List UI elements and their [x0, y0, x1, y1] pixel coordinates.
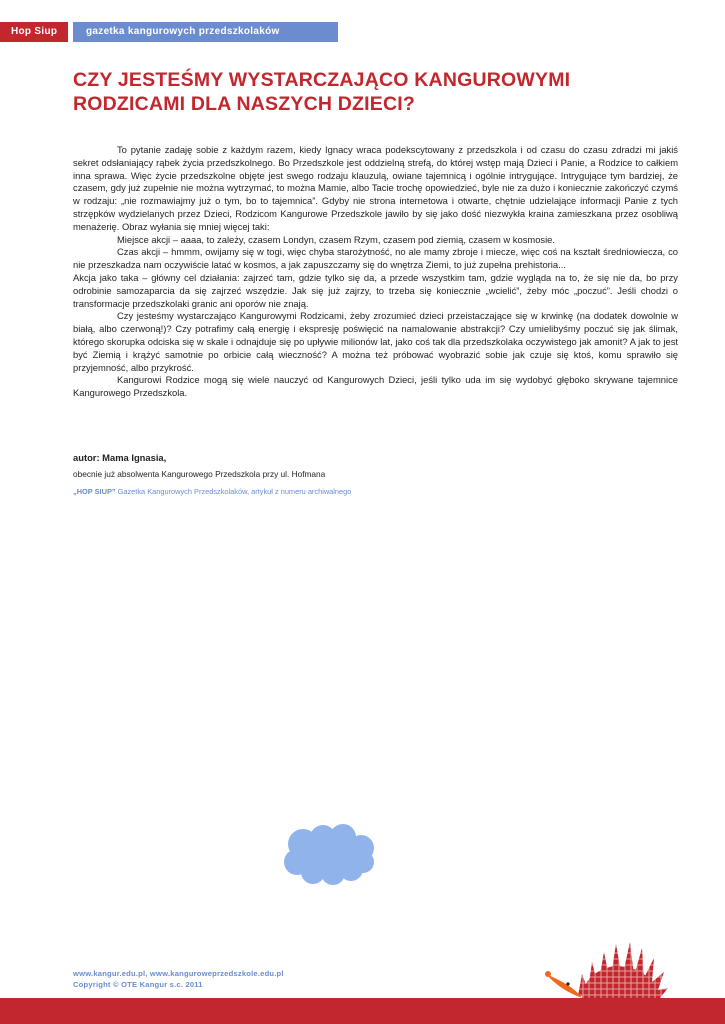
article-paragraph: Akcja jako taka – główny cel działania: zajrzeć tam, gdzie tylko się da, a przede wszystkim tam, gdzie wygląda na to, że się nie da, bo przy odrobinie samozaparcia da się zajrzeć wszędzie. Jak się już zajrzy, to trzeba się koniecznie „wcielić”, żeby móc „poczuć”. Jeśli chodzi o transformacje przedszkolaki granic ani oporów nie znają. [73, 271, 678, 309]
article-paragraph: Kangurowi Rodzice mogą się wiele nauczyć od Kangurowych Dzieci, jeśli tylko uda im się wydobyć głęboko skrywane tajemnice Kangurowego Przedszkola. [73, 374, 678, 399]
author-note: obecnie już absolwenta Kangurowego Przedszkola przy ul. Hofmana [73, 469, 326, 479]
article-paragraph: Czy jesteśmy wystarczająco Kangurowymi Rodzicami, żeby zrozumieć dzieci przeistaczające się w krwinkę (na dodatek dowolnie w białą, albo czerwoną!)? Czy potrafimy całą energię i ekspresję poświęcić na namalowanie abstrakcji? Czy umielibyśmy poczuć się jak ślimak, którego skorupka odciska się w skale i odnajduje się po upływie milionów lat, jako coś tak dla przedszkolaka oczywistego jak amonit? A jak to jest być Ziemią i krążyć samotnie po orbicie całą wieczność? A można też próbować wyobrazić sobie jak czuje się ktoś, komu sprawiło się przyjemność, albo przykrość. [73, 310, 678, 373]
article-paragraph: Czas akcji – hmmm, owijamy się w togi, więc chyba starożytność, no ale mamy zbroje i miecze, więc coś na kształt średniowiecza, co nie przeszkadza nam oczywiście latać w kosmos, a jak zapuszczamy się do wnętrza Ziemi, to już zupełna prehistoria... [73, 246, 678, 271]
article-paragraph: Miejsce akcji – aaaa, to zależy, czasem Londyn, czasem Rzym, czasem pod ziemią, czasem w kosmosie. [117, 233, 556, 245]
article-body [73, 144, 678, 400]
footer-copyright: Copyright © OTE Kangur s.c. 2011 [73, 980, 203, 989]
hedgehog-icon [538, 938, 670, 1000]
footer [73, 968, 284, 990]
header-subtitle: gazetka kangurowych przedszkolaków [73, 22, 338, 42]
header-brand: Hop Siup [0, 22, 68, 42]
article-title: CZY JESTEŚMY WYSTARCZAJĄCO KANGUROWYMI RODZICAMI DLA NASZYCH DZIECI? [73, 69, 571, 115]
cloud-icon [283, 824, 377, 886]
source-name: „HOP SIUP” [73, 487, 116, 496]
source-note [73, 487, 351, 496]
author-label: autor: Mama Ignasia, [73, 452, 167, 463]
article-paragraph: To pytanie zadaję sobie z każdym razem, kiedy Ignacy wraca podekscytowany z przedszkola i od czasu do czasu zdradzi mi jakiś sekret odsłaniający rąbek życia przedszkolnego. Bo Przedszkole jest oddzielną strefą, do której wstęp mają Dzieci i Panie, a Rodzice to całkiem inna sprawa. Więc życie przedszkolne objęte jest swego rodzaju klauzulą, owiane tajemnicą i ogólnie intrygujące. Intrygujące tym bardziej, że czasem, gdy już zupełnie nie można wytrzymać, to można Mamie, albo Tacie trochę opowiedzieć, byle nie za dużo i koniecznie zakończyć czymś w rodzaju: „nie rozmawiajmy już o tym, bo to tajemnica”. Gdyby nie strona internetowa i otwarte, chętnie udzielające informacji Panie z tych strzępków wydzielanych przez Dzieci, Rodzicom Kangurowe Przedszkole jawiło by się jako dość niezwykła kraina zamieszkana przez osobliwą menażerię. Obraz wyłania się mniej więcej taki: [73, 144, 678, 232]
bottom-bar [0, 998, 725, 1024]
source-description: Gazetka Kangurowych Przedszkolaków, artykuł z numeru archiwalnego [115, 487, 352, 496]
footer-urls: www.kangur.edu.pl, www.kanguroweprzedszkole.edu.pl [73, 969, 284, 978]
